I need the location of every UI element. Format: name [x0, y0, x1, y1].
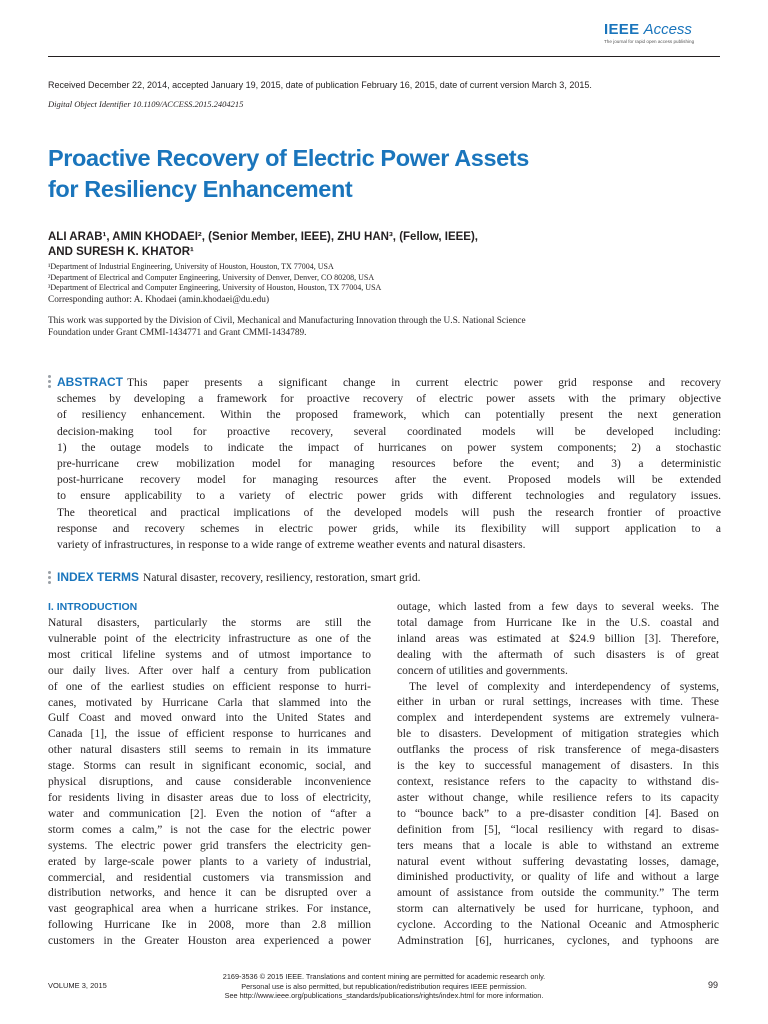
right-column: [397, 600, 719, 950]
body-line: storm comes a calm,” is not the case for the electric power: [48, 823, 371, 836]
footer-line: 2169-3536 © 2015 IEEE. Translations and content mining are permitted for academic research only.: [222, 972, 546, 981]
journal-logo: [604, 22, 716, 44]
body-line: ble to disasters. Development of mitigation strategies which: [397, 728, 719, 741]
abstract-line: of resiliency enhancement. Within the proposed framework, which can potentially present the next generation: [57, 409, 721, 422]
footer-volume: VOLUME 3, 2015: [48, 981, 107, 990]
body-line: concern of utilities and governments.: [397, 664, 568, 677]
body-line: for residents living in disaster areas due to loss of electricity,: [48, 791, 371, 804]
index-terms-text: Natural disaster, recovery, resiliency, restoration, smart grid.: [143, 572, 421, 584]
body-line: complex and interdependent systems are extremely vulnera-: [397, 712, 719, 725]
abstract-line: schemes by developing a framework for proactive recovery of electric power assets with the primary objective: [57, 393, 721, 406]
left-column: [48, 616, 371, 950]
abstract-label: ABSTRACT: [57, 375, 123, 389]
doi: Digital Object Identifier 10.1109/ACCESS.2015.2404215: [48, 99, 244, 109]
body-line: outflanks the process of risk transference of mega-disasters: [397, 744, 719, 757]
abstract-line: The theoretical and practical implications of the developed models will push the research frontier of proactive: [57, 506, 721, 519]
footer-line: See http://www.ieee.org/publications_standards/publications/rights/index.html for more information.: [224, 991, 544, 1000]
paper-title: [48, 143, 529, 205]
body-line: total damage from Hurricane Ike in the U.S. coastal and: [397, 616, 719, 629]
body-line: vulnerable point of the electricity infrastructure as one of the: [48, 632, 371, 645]
body-line: most critical lifeline systems and of utmost importance to: [48, 648, 371, 661]
funding-line: This work was supported by the Division of Civil, Mechanical and Manufacturing Innovation through the U.S. National Science: [48, 316, 526, 326]
abstract-dots-icon: [48, 375, 52, 390]
abstract-line: ABSTRACT This paper presents a significant change in current electric power grid response and recovery: [57, 375, 721, 389]
body-line: amount of assistance from outside the community.” The term: [397, 887, 719, 900]
affiliation-2: ²Department of Electrical and Computer Engineering, University of Denver, Denver, CO 80208, USA: [48, 272, 375, 282]
body-line: natural event without suffering devastating losses, damage,: [397, 855, 719, 868]
corresponding-author: Corresponding author: A. Khodaei (amin.khodaei@du.edu): [48, 295, 270, 305]
logo-access: Access: [643, 21, 692, 38]
abstract-line: variety of infrastructures, in response to a wide range of extreme weather events and natural disasters.: [57, 539, 526, 552]
header-divider: [48, 56, 720, 57]
body-line: commercial, and residential customers via transmission and: [48, 871, 371, 884]
body-line: inland areas was estimated at $24.9 billion [3]. Therefore,: [397, 632, 719, 645]
author-line: ALI ARAB¹, AMIN KHODAEI², (Senior Member, IEEE), ZHU HAN³, (Fellow, IEEE),: [48, 231, 478, 243]
affiliation-3: ³Department of Electrical and Computer Engineering, University of Houston, Houston, TX 77004, USA: [48, 283, 382, 292]
page-number: 99: [707, 980, 718, 990]
abstract-line: 1) the outage models to indicate the impact of hurricanes on power system components; 2) a stochastic: [57, 441, 721, 454]
body-line: water and communication [2]. Even the notion of “after a: [48, 807, 371, 820]
index-terms: [57, 570, 420, 584]
author-line: AND SURESH K. KHATOR¹: [48, 246, 194, 258]
body-line: Natural disasters, particularly the storms are still the: [48, 617, 371, 629]
body-line: diminished productivity, or quality of life and without a large: [397, 871, 719, 884]
index-terms-dots-icon: [48, 571, 52, 586]
logo-tagline: The journal for rapid open access publishing: [604, 39, 695, 44]
section-heading: I. INTRODUCTION: [48, 601, 138, 613]
abstract-line: pre-hurricane crew mobilization model for managing resources before the event; and 3) a deterministic: [57, 458, 721, 471]
body-line: systems. The electric power grid transfers the electricity gen-: [48, 839, 371, 852]
body-line: erated by large-scale power plants to a variety of industrial,: [48, 855, 371, 868]
received-dates: Received December 22, 2014, accepted January 19, 2015, date of publication February 16, 2015, date of current version March 3, 2015.: [48, 80, 592, 90]
body-line: Canada [1], the issue of efficient response to hurricanes and: [48, 728, 371, 741]
body-line: other natural disasters still seems to remain in its immature: [48, 744, 371, 757]
body-line: of one of the earliest studies on efficient response to hurri-: [48, 680, 371, 693]
title-line: for Resiliency Enhancement: [48, 176, 353, 202]
body-line: outage, which lasted from a few days to several weeks. The: [397, 601, 719, 613]
body-line: either in urban or rural settings, increases with time. These: [397, 696, 719, 709]
affiliation-1: ¹Department of Industrial Engineering, University of Houston, Houston, TX 77004, USA: [48, 262, 334, 271]
abstract-line: post-hurricane recovery model for managing resources after the event. Proposed models will be extended: [57, 474, 721, 487]
body-line: canes, motivated by Hurricane Carla that slammed into the: [48, 696, 371, 709]
body-line: following Hurricane Ike in 2008, more than 2.8 million: [48, 919, 371, 932]
body-line: stage. Storms can result in significant economic, social, and: [48, 760, 371, 773]
body-line: vast geographical area when a hurricane strikes. For instance,: [48, 903, 371, 916]
affiliations: [48, 262, 381, 294]
body-line: The level of complexity and interdependency of systems,: [409, 680, 719, 693]
body-line: ters means that a locale is able to withstand an extreme: [397, 839, 719, 852]
abstract-line: to ensure applicability to a variety of electric power grids with different technologies and regulatory issues.: [57, 490, 721, 503]
author-list: [48, 230, 728, 260]
funding-note: [48, 316, 526, 339]
body-line: dealing with the aftermath of such disasters is of great: [397, 648, 719, 661]
funding-line: Foundation under Grant CMMI-1434771 and Grant CMMI-1434789.: [48, 327, 307, 338]
footer-line: Personal use is also permitted, but republication/redistribution requires IEEE permission.: [241, 981, 527, 991]
body-line: context, resistance refers to the capacity to withstand dis-: [397, 775, 719, 788]
abstract-line: response and recovery schemes in electric power grids, while its flexibility will support application to a: [57, 522, 721, 535]
logo-ieee: IEEE: [604, 21, 640, 38]
abstract-line: decision-making tool for proactive recovery, several coordinated models will be developed including:: [57, 425, 721, 438]
body-line: Gulf Coast and moved onward into the United States and: [48, 712, 371, 725]
body-line: aster without change, while resilience refers to its capacity: [397, 791, 719, 804]
body-line: Adminstration [6], hurricanes, cyclones, and typhoons are: [397, 935, 719, 948]
index-terms-label: INDEX TERMS: [57, 570, 140, 584]
body-line: is the key to successful management of disasters. In this: [397, 760, 719, 773]
body-line: definition from [5], “local resiliency with regard to disas-: [397, 823, 719, 836]
body-line: cyclone. According to the National Oceanic and Atmospheric: [397, 919, 719, 932]
body-line: customers in the Greater Houston area experienced a power: [48, 935, 371, 948]
body-line: distribution networks, and hence it can be disrupted over a: [48, 887, 371, 900]
title-line: Proactive Recovery of Electric Power Assets: [48, 145, 529, 171]
abstract: [57, 374, 721, 553]
footer-copyright: [150, 972, 618, 1001]
body-line: storm can alternatively be used for hurricane, typhoon, and: [397, 903, 719, 916]
body-line: our daily lives. After over half a century from publication: [48, 664, 371, 677]
body-line: to “bounce back” to a pre-disaster condition [4]. Based on: [397, 807, 719, 820]
body-line: physical disruptions, and cause considerable inconvenience: [48, 776, 371, 789]
